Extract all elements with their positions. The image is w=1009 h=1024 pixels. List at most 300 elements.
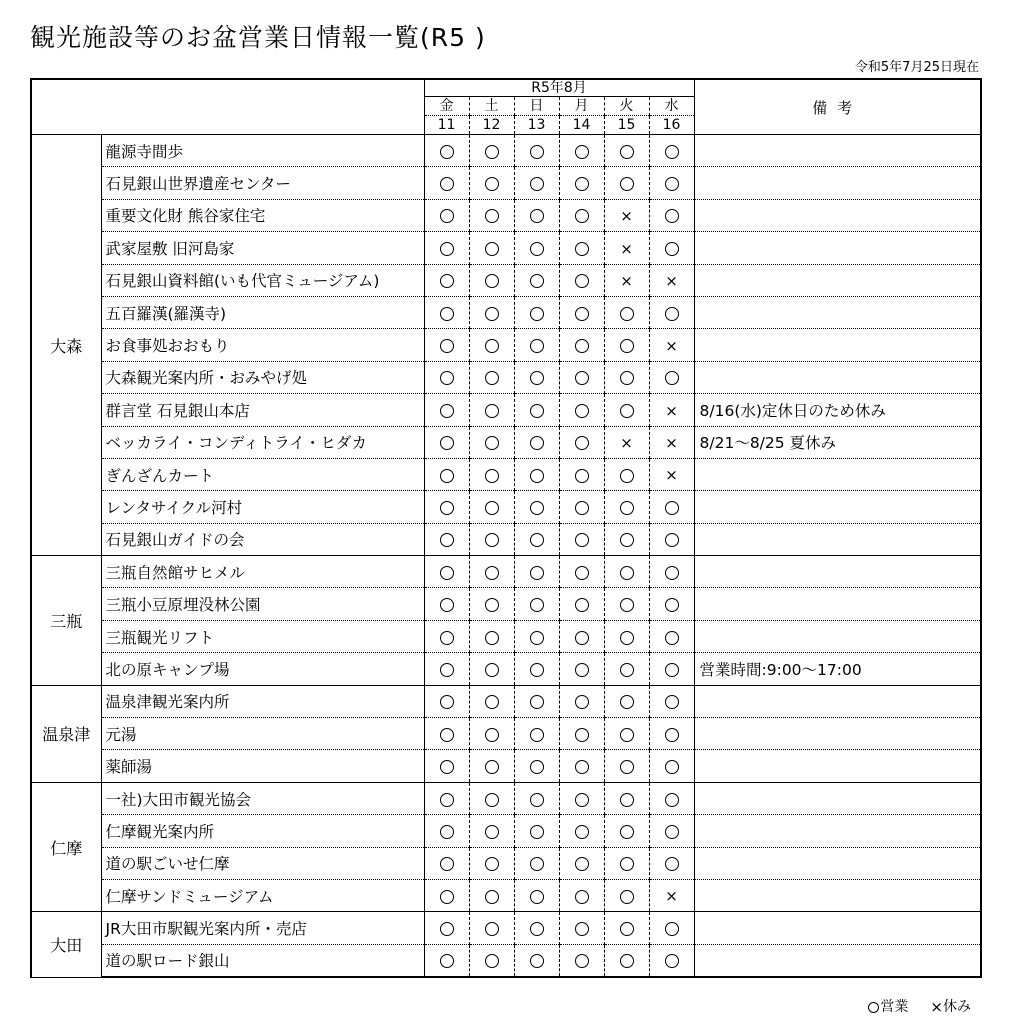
- open-circle-icon: [485, 469, 499, 483]
- header-remarks: 備考: [694, 79, 981, 135]
- table-row: [31, 653, 981, 685]
- open-status-cell: [469, 620, 514, 652]
- remark-cell: [694, 135, 981, 167]
- open-status-cell: [424, 620, 469, 652]
- open-status-cell: [469, 491, 514, 523]
- open-circle-icon: [530, 954, 544, 968]
- open-status-cell: [649, 912, 694, 944]
- open-status-cell: [514, 620, 559, 652]
- facility-name: 重要文化財 熊谷家住宅: [101, 199, 424, 231]
- open-status-cell: [514, 394, 559, 426]
- table-row: [31, 264, 981, 296]
- open-status-cell: [424, 491, 469, 523]
- open-circle-icon: [485, 825, 499, 839]
- open-circle-icon: [440, 501, 454, 515]
- table-body: [31, 135, 981, 978]
- open-circle-icon: [575, 307, 589, 321]
- open-status-cell: [559, 847, 604, 879]
- open-circle-icon: [575, 145, 589, 159]
- open-status-cell: [559, 879, 604, 911]
- header-day-of-week: 日: [514, 97, 559, 116]
- open-status-cell: [514, 847, 559, 879]
- header-day-of-week: 金: [424, 97, 469, 116]
- open-status-cell: [604, 653, 649, 685]
- table-header: [31, 79, 981, 135]
- open-status-cell: [649, 847, 694, 879]
- open-circle-icon: [440, 760, 454, 774]
- open-status-cell: [559, 718, 604, 750]
- open-status-cell: [604, 847, 649, 879]
- open-status-cell: [514, 718, 559, 750]
- open-status-cell: [604, 329, 649, 361]
- open-circle-icon: [665, 793, 679, 807]
- open-circle-icon: [530, 825, 544, 839]
- open-status-cell: [559, 361, 604, 393]
- open-status-cell: [469, 815, 514, 847]
- remark-cell: [694, 329, 981, 361]
- facility-name: 仁摩観光案内所: [101, 815, 424, 847]
- open-circle-icon: [620, 825, 634, 839]
- open-status-cell: [424, 361, 469, 393]
- open-circle-icon: [530, 501, 544, 515]
- open-circle-icon: [530, 177, 544, 191]
- open-status-cell: [559, 394, 604, 426]
- open-circle-icon: [530, 145, 544, 159]
- open-status-cell: [424, 232, 469, 264]
- open-status-cell: [469, 167, 514, 199]
- facility-name: 大森観光案内所・おみやげ処: [101, 361, 424, 393]
- closed-cross-icon: ×: [930, 998, 943, 1016]
- closed-status-cell: [604, 199, 649, 231]
- table-row: [31, 361, 981, 393]
- table-row: [31, 458, 981, 490]
- open-status-cell: [559, 815, 604, 847]
- remark-cell: [694, 718, 981, 750]
- open-status-cell: [559, 912, 604, 944]
- open-circle-icon: [530, 307, 544, 321]
- remark-cell: 8/16(水)定休日のため休み: [694, 394, 981, 426]
- open-circle-icon: [485, 566, 499, 580]
- remark-cell: [694, 847, 981, 879]
- open-circle-icon: [665, 566, 679, 580]
- open-status-cell: [604, 685, 649, 717]
- header-month: R5年8月: [424, 79, 694, 97]
- open-circle-icon: [530, 793, 544, 807]
- open-status-cell: [469, 394, 514, 426]
- open-circle-icon: [665, 371, 679, 385]
- closed-cross-icon: ×: [620, 272, 633, 290]
- facility-name: 石見銀山世界遺産センター: [101, 167, 424, 199]
- remark-cell: 営業時間:9:00〜17:00: [694, 653, 981, 685]
- table-row: [31, 329, 981, 361]
- open-circle-icon: [440, 404, 454, 418]
- open-status-cell: [559, 491, 604, 523]
- table-row: [31, 135, 981, 167]
- open-circle-icon: [530, 371, 544, 385]
- closed-status-cell: [649, 458, 694, 490]
- open-status-cell: [469, 199, 514, 231]
- open-circle-icon: [575, 728, 589, 742]
- open-status-cell: [424, 394, 469, 426]
- remark-cell: 8/21〜8/25 夏休み: [694, 426, 981, 458]
- closed-cross-icon: ×: [665, 336, 678, 355]
- open-status-cell: [424, 653, 469, 685]
- remark-cell: [694, 750, 981, 782]
- open-status-cell: [469, 879, 514, 911]
- open-circle-icon: [530, 404, 544, 418]
- open-status-cell: [604, 523, 649, 555]
- open-circle-icon: [485, 728, 499, 742]
- remark-cell: [694, 232, 981, 264]
- open-status-cell: [604, 394, 649, 426]
- open-circle-icon: [440, 469, 454, 483]
- closed-cross-icon: ×: [665, 887, 678, 906]
- open-status-cell: [604, 815, 649, 847]
- facility-name: 薬師湯: [101, 750, 424, 782]
- open-circle-icon: [575, 793, 589, 807]
- open-status-cell: [649, 556, 694, 588]
- remark-cell: [694, 199, 981, 231]
- open-status-cell: [514, 232, 559, 264]
- open-circle-icon: [440, 598, 454, 612]
- remark-cell: [694, 264, 981, 296]
- open-circle-icon: [575, 469, 589, 483]
- facility-name: 北の原キャンプ場: [101, 653, 424, 685]
- open-status-cell: [649, 685, 694, 717]
- open-circle-icon: [620, 695, 634, 709]
- open-status-cell: [604, 879, 649, 911]
- open-status-cell: [424, 426, 469, 458]
- open-circle-icon: [575, 533, 589, 547]
- open-circle-icon: [868, 1002, 879, 1013]
- open-circle-icon: [530, 533, 544, 547]
- open-circle-icon: [620, 177, 634, 191]
- open-circle-icon: [485, 954, 499, 968]
- open-circle-icon: [485, 760, 499, 774]
- open-status-cell: [514, 329, 559, 361]
- open-circle-icon: [440, 145, 454, 159]
- header-day-of-week: 月: [559, 97, 604, 116]
- open-circle-icon: [440, 242, 454, 256]
- open-status-cell: [469, 426, 514, 458]
- open-status-cell: [424, 912, 469, 944]
- open-status-cell: [604, 718, 649, 750]
- facility-name: 三瓶観光リフト: [101, 620, 424, 652]
- open-status-cell: [469, 653, 514, 685]
- open-circle-icon: [575, 663, 589, 677]
- open-status-cell: [649, 491, 694, 523]
- open-circle-icon: [440, 631, 454, 645]
- open-circle-icon: [530, 469, 544, 483]
- closed-status-cell: [649, 879, 694, 911]
- remark-cell: [694, 912, 981, 944]
- open-status-cell: [649, 296, 694, 328]
- table-row: [31, 232, 981, 264]
- open-status-cell: [514, 264, 559, 296]
- open-circle-icon: [575, 954, 589, 968]
- open-status-cell: [559, 588, 604, 620]
- open-status-cell: [604, 588, 649, 620]
- open-circle-icon: [665, 695, 679, 709]
- facility-name: 仁摩サンドミュージアム: [101, 879, 424, 911]
- open-circle-icon: [620, 371, 634, 385]
- table-row: [31, 912, 981, 944]
- table-row: [31, 426, 981, 458]
- table-row: [31, 685, 981, 717]
- open-status-cell: [514, 815, 559, 847]
- open-circle-icon: [485, 598, 499, 612]
- open-circle-icon: [530, 728, 544, 742]
- open-circle-icon: [575, 631, 589, 645]
- open-status-cell: [424, 167, 469, 199]
- open-circle-icon: [620, 922, 634, 936]
- open-status-cell: [424, 944, 469, 977]
- open-circle-icon: [485, 436, 499, 450]
- open-circle-icon: [485, 404, 499, 418]
- open-circle-icon: [485, 209, 499, 223]
- open-circle-icon: [440, 339, 454, 353]
- area-label: 大森: [31, 135, 101, 556]
- open-status-cell: [559, 556, 604, 588]
- table-row: [31, 847, 981, 879]
- open-circle-icon: [440, 857, 454, 871]
- open-circle-icon: [440, 663, 454, 677]
- open-circle-icon: [575, 274, 589, 288]
- remark-cell: [694, 556, 981, 588]
- open-circle-icon: [530, 695, 544, 709]
- open-status-cell: [604, 296, 649, 328]
- open-status-cell: [514, 653, 559, 685]
- facility-name: お食事処おおもり: [101, 329, 424, 361]
- header-date: 12: [469, 116, 514, 135]
- open-status-cell: [424, 588, 469, 620]
- open-status-cell: [469, 912, 514, 944]
- open-status-cell: [559, 199, 604, 231]
- open-status-cell: [604, 556, 649, 588]
- open-status-cell: [514, 556, 559, 588]
- closed-status-cell: [604, 426, 649, 458]
- open-circle-icon: [530, 209, 544, 223]
- open-status-cell: [424, 685, 469, 717]
- header-date: 11: [424, 116, 469, 135]
- open-circle-icon: [485, 371, 499, 385]
- open-status-cell: [469, 135, 514, 167]
- open-status-cell: [424, 523, 469, 555]
- page-title: 観光施設等のお盆営業日情報一覧(R5 ): [30, 23, 486, 52]
- open-status-cell: [649, 944, 694, 977]
- open-circle-icon: [620, 760, 634, 774]
- open-circle-icon: [665, 954, 679, 968]
- open-circle-icon: [665, 631, 679, 645]
- header-date: 15: [604, 116, 649, 135]
- open-circle-icon: [485, 533, 499, 547]
- open-status-cell: [649, 782, 694, 814]
- legend-open-label: 営業: [880, 999, 909, 1015]
- open-circle-icon: [665, 825, 679, 839]
- header-date: 16: [649, 116, 694, 135]
- header-date: 14: [559, 116, 604, 135]
- open-status-cell: [559, 523, 604, 555]
- closed-status-cell: [649, 394, 694, 426]
- open-circle-icon: [485, 242, 499, 256]
- closed-cross-icon: ×: [620, 239, 633, 258]
- open-status-cell: [469, 718, 514, 750]
- remark-cell: [694, 167, 981, 199]
- open-status-cell: [424, 135, 469, 167]
- open-circle-icon: [620, 857, 634, 871]
- open-status-cell: [514, 588, 559, 620]
- open-circle-icon: [665, 533, 679, 547]
- open-circle-icon: [440, 954, 454, 968]
- open-status-cell: [559, 135, 604, 167]
- facility-name: 武家屋敷 旧河島家: [101, 232, 424, 264]
- remark-cell: [694, 523, 981, 555]
- open-status-cell: [469, 782, 514, 814]
- open-circle-icon: [485, 145, 499, 159]
- open-circle-icon: [575, 209, 589, 223]
- schedule-table: [30, 78, 982, 978]
- open-circle-icon: [440, 793, 454, 807]
- open-circle-icon: [485, 631, 499, 645]
- open-status-cell: [514, 135, 559, 167]
- header-day-of-week: 土: [469, 97, 514, 116]
- open-status-cell: [469, 944, 514, 977]
- closed-cross-icon: ×: [665, 466, 678, 485]
- open-status-cell: [424, 199, 469, 231]
- open-circle-icon: [620, 663, 634, 677]
- area-label: 大田: [31, 912, 101, 977]
- open-circle-icon: [440, 825, 454, 839]
- open-circle-icon: [575, 857, 589, 871]
- open-circle-icon: [440, 209, 454, 223]
- open-status-cell: [514, 944, 559, 977]
- remark-cell: [694, 620, 981, 652]
- open-status-cell: [424, 296, 469, 328]
- open-circle-icon: [440, 533, 454, 547]
- header-day-of-week: 火: [604, 97, 649, 116]
- open-circle-icon: [575, 598, 589, 612]
- open-circle-icon: [575, 404, 589, 418]
- open-status-cell: [649, 620, 694, 652]
- open-status-cell: [424, 750, 469, 782]
- open-status-cell: [559, 653, 604, 685]
- open-status-cell: [649, 718, 694, 750]
- table-row: [31, 620, 981, 652]
- closed-cross-icon: ×: [665, 272, 678, 290]
- open-status-cell: [559, 685, 604, 717]
- open-circle-icon: [665, 145, 679, 159]
- open-status-cell: [469, 361, 514, 393]
- open-circle-icon: [620, 533, 634, 547]
- open-status-cell: [514, 361, 559, 393]
- open-circle-icon: [440, 728, 454, 742]
- facility-name: ベッカライ・コンディトライ・ヒダカ: [101, 426, 424, 458]
- open-circle-icon: [530, 631, 544, 645]
- open-circle-icon: [665, 598, 679, 612]
- open-status-cell: [514, 458, 559, 490]
- open-circle-icon: [665, 501, 679, 515]
- open-circle-icon: [620, 404, 634, 418]
- open-status-cell: [604, 361, 649, 393]
- table-row: [31, 944, 981, 977]
- closed-status-cell: [604, 264, 649, 296]
- open-circle-icon: [620, 793, 634, 807]
- open-circle-icon: [665, 307, 679, 321]
- header-date: 13: [514, 116, 559, 135]
- open-circle-icon: [620, 598, 634, 612]
- closed-cross-icon: ×: [620, 207, 633, 226]
- open-status-cell: [649, 523, 694, 555]
- open-status-cell: [424, 264, 469, 296]
- open-circle-icon: [440, 177, 454, 191]
- open-status-cell: [469, 685, 514, 717]
- open-status-cell: [559, 458, 604, 490]
- open-circle-icon: [620, 145, 634, 159]
- open-circle-icon: [485, 501, 499, 515]
- open-status-cell: [559, 750, 604, 782]
- open-circle-icon: [485, 177, 499, 191]
- open-circle-icon: [575, 339, 589, 353]
- open-status-cell: [514, 199, 559, 231]
- open-circle-icon: [485, 307, 499, 321]
- open-status-cell: [649, 135, 694, 167]
- open-status-cell: [514, 523, 559, 555]
- open-circle-icon: [620, 954, 634, 968]
- table-row: [31, 879, 981, 911]
- table-row: [31, 782, 981, 814]
- open-status-cell: [424, 329, 469, 361]
- facility-name: 五百羅漢(羅漢寺): [101, 296, 424, 328]
- open-circle-icon: [440, 922, 454, 936]
- open-circle-icon: [575, 177, 589, 191]
- open-status-cell: [424, 879, 469, 911]
- remark-cell: [694, 458, 981, 490]
- open-status-cell: [559, 329, 604, 361]
- open-status-cell: [559, 782, 604, 814]
- open-circle-icon: [485, 274, 499, 288]
- area-label: 三瓶: [31, 556, 101, 686]
- open-circle-icon: [620, 566, 634, 580]
- open-status-cell: [469, 523, 514, 555]
- table-row: [31, 296, 981, 328]
- open-circle-icon: [575, 371, 589, 385]
- remark-cell: [694, 491, 981, 523]
- open-status-cell: [559, 944, 604, 977]
- open-circle-icon: [665, 728, 679, 742]
- open-circle-icon: [620, 728, 634, 742]
- open-status-cell: [604, 782, 649, 814]
- open-circle-icon: [530, 598, 544, 612]
- legend: [868, 996, 971, 1016]
- open-status-cell: [649, 199, 694, 231]
- facility-name: 三瓶自然館サヒメル: [101, 556, 424, 588]
- open-circle-icon: [665, 922, 679, 936]
- table-row: [31, 750, 981, 782]
- open-circle-icon: [575, 436, 589, 450]
- open-status-cell: [649, 815, 694, 847]
- open-circle-icon: [530, 760, 544, 774]
- open-circle-icon: [665, 209, 679, 223]
- open-circle-icon: [530, 242, 544, 256]
- open-status-cell: [514, 912, 559, 944]
- open-circle-icon: [530, 436, 544, 450]
- open-circle-icon: [665, 177, 679, 191]
- open-status-cell: [649, 361, 694, 393]
- open-status-cell: [424, 718, 469, 750]
- open-circle-icon: [575, 566, 589, 580]
- closed-status-cell: [649, 329, 694, 361]
- remark-cell: [694, 361, 981, 393]
